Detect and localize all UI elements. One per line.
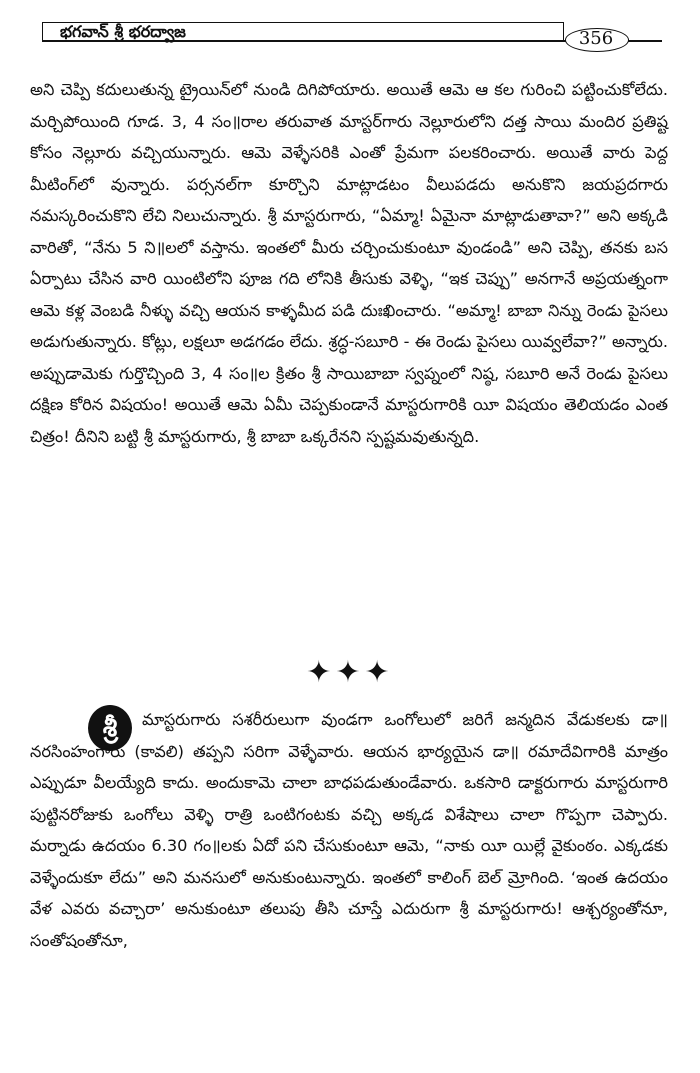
dropcap-sri-emblem: శ్రీ <box>88 705 132 751</box>
page-number: 356 <box>578 28 614 49</box>
paragraph-1: అని చెప్పి కదులుతున్న ట్రైయిన్‌లో నుండి దిగిపోయారు. అయితే ఆమె ఆ కల గురించి పట్టించుకోలేదు. మర్చిపోయింది గూడ. 3, 4 సం॥రాల తరువాత మాస్టర్‌గారు నెల్లూరులోని దత్త సాయి మందిర ప్రతిష్ట కోసం నెల్లూరు వచ్చియున్నారు. ఆమె వెళ్ళేసరికి ఎంతో ప్రేమగా పలకరించారు. అయితే వారు పెద్ద మీటింగ్‌లో వున్నారు. పర్సనల్‌గా కూర్చొని మాట్లాడటం వీలుపడదు అనుకొని జయప్రదగారు నమస్కరించుకొని లేచి నిలుచున్నారు. శ్రీ మాస్టరుగారు, “ఏమ్మా! ఏమైనా మాట్లాడుతావా?” అని అక్కడి వారితో, “నేను 5 ని॥లలో వస్తాను. ఇంతలో మీరు చర్చించుకుంటూ వుండండి” అని చెప్పి, తనకు బస ఏర్పాటు చేసిన వారి యింటిలోని పూజ గది లోనికి తీసుకు వెళ్ళి, “ఇక చెప్పు” అనగానే అప్రయత్నంగా ఆమె కళ్ల వెంబడి నీళ్ళు వచ్చి ఆయన కాళ్ళమీద పడి దుఃఖించారు. “అమ్మా! బాబా నిన్ను రెండు పైసలు అడుగుతున్నారు. కోట్లు, లక్షలూ అడగడం లేదు. శ్రద్ధ-సబూరి - ఈ రెండు పైసలు యివ్వలేవా?” అన్నారు. అప్పుడామెకు గుర్తొచ్చింది 3, 4 సం॥ల క్రితం శ్రీ సాయిబాబా స్వప్నంలో నిష్ఠ, సబూరి అనే రెండు పైసలు దక్షిణ కోరిన విషయం! అయితే ఆమె ఏమీ చెప్పకుండానే మాస్టరుగారికి యీ విషయం తెలియడం ఎంత చిత్రం! దీనిని బట్టి శ్రీ మాస్టరుగారు, శ్రీ బాబా ఒక్కరేనని స్పష్టమవుతున్నది. <box>30 80 668 446</box>
section-separator-ornament: ✦✦✦ <box>306 655 394 690</box>
paragraph-2: మాస్టరుగారు సశరీరులుగా వుండగా ఒంగోలులో జరిగే జన్మదిన వేడుకలకు డా॥ నరసింహంగారు (కావలి) తప్పని సరిగా వెళ్ళేవారు. ఆయన భార్యయైన డా॥ రమాదేవిగారికి మాత్రం ఎప్పుడూ వీలయ్యేది కాదు. అందుకామె చాలా బాధపడుతుండేవారు. ఒకసారి డాక్టరుగారు మాస్టరుగారి పుట్టినరోజుకు ఒంగోలు వెళ్ళి రాత్రి ఒంటిగంటకు వచ్చి అక్కడ విశేషాలు చాలా గొప్పగా చెప్పారు. మర్నాడు ఉదయం 6.30 గం॥లకు ఏదో పని చేసుకుంటూ ఆమె, “నాకు యీ యిల్లే వైకుంఠం. ఎక్కడకు వెళ్ళేందుకూ లేదు” అని మనసులో అనుకుంటున్నారు. ఇంతలో కాలింగ్ బెల్ మ్రోగింది. ‘ఇంత ఉదయం వేళ ఎవరు వచ్చారా’ అనుకుంటూ తలుపు తీసి చూస్తే ఎదురుగా శ్రీ మాస్టరుగారు! ఆశ్చర్యంతోనూ, సంతోషంతోనూ, <box>30 710 668 950</box>
running-header-title: భగవాన్ శ్రీ భరద్వాజ <box>60 22 186 41</box>
